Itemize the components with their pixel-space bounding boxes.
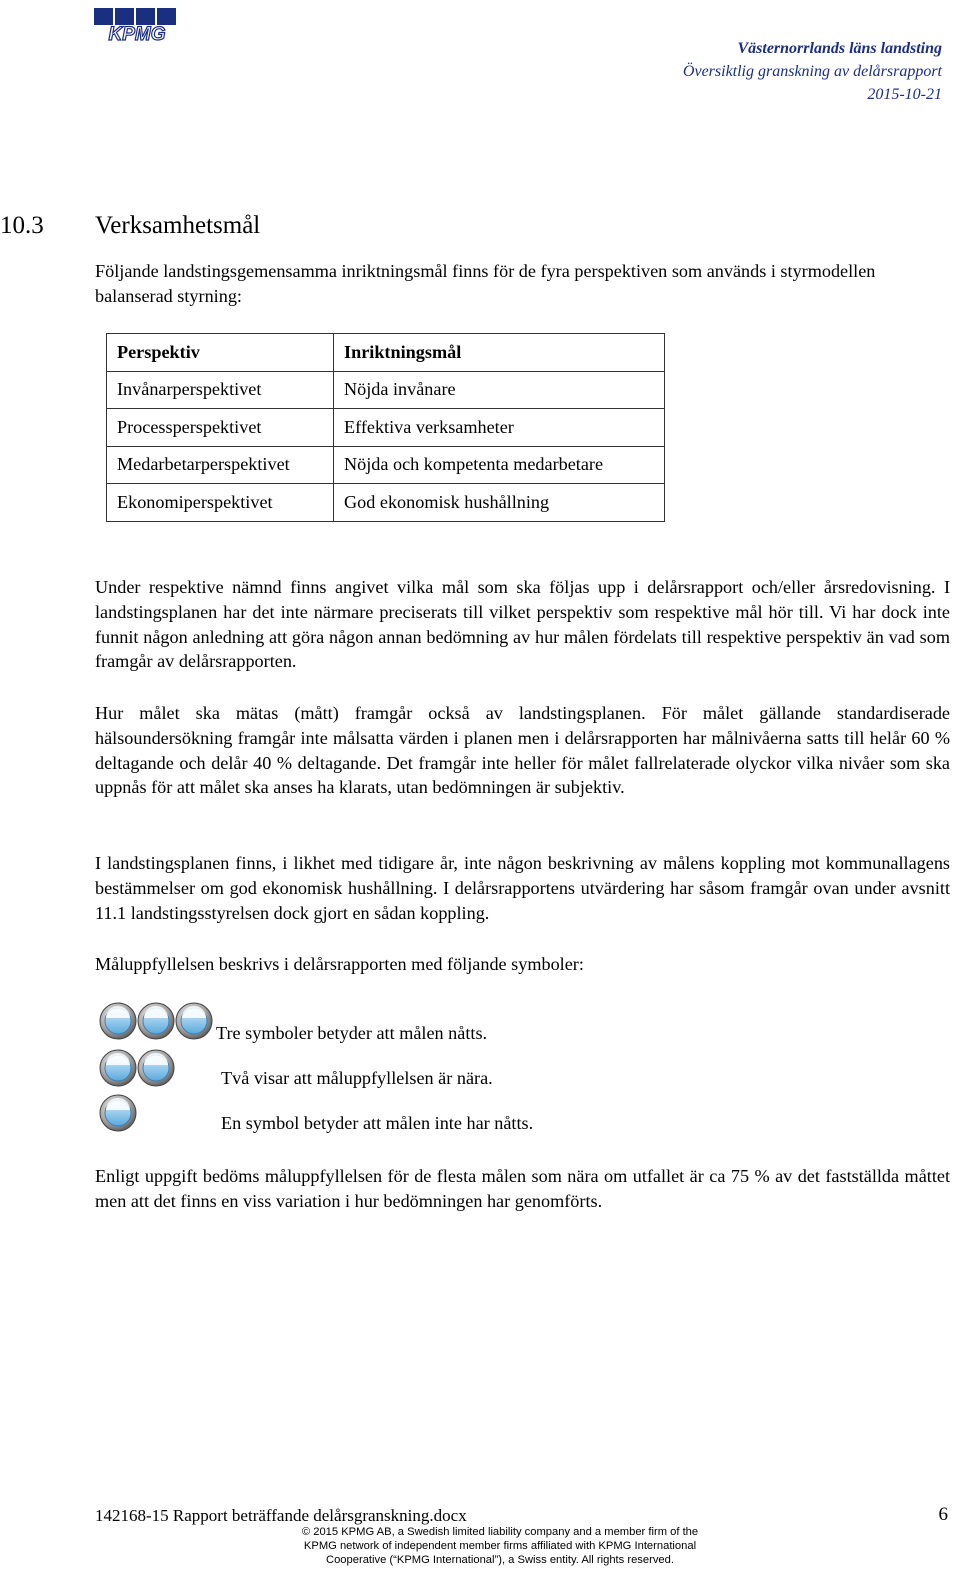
- intro-paragraph: Följande landstingsgemensamma inriktningsmål finns för de fyra perspektiven som används i styrmodellen balanserad styrning:: [95, 261, 876, 306]
- table-header-cell: Perspektiv: [107, 334, 334, 372]
- header-report: Översiktlig granskning av delårsrapport: [682, 63, 942, 80]
- goal-not-met-icon: [99, 1094, 139, 1132]
- symbol-row-one: [99, 1094, 139, 1137]
- table-row: [107, 446, 665, 484]
- table-header-row: [107, 334, 665, 372]
- copyright-line: © 2015 KPMG AB, a Swedish limited liability company and a member firm of the: [301, 1526, 699, 1538]
- table-cell: God ekonomisk hushållning: [334, 484, 665, 522]
- table-cell: Nöjda invånare: [334, 371, 665, 409]
- table-cell: Processperspektivet: [107, 409, 334, 447]
- goals-table: [106, 333, 665, 522]
- kpmg-logo: [92, 6, 182, 42]
- table-row: [107, 484, 665, 522]
- paragraph-3: I landstingsplanen finns, i likhet med tidigare år, inte någon beskrivning av målens koppling mot kommunallagens bestämmelser om god ekonomisk hushållning. I delårsrapportens utvärdering har såsom framgår ovan under avsnitt 11.1 landstingsstyrelsen dock gjort en sådan koppling.: [95, 853, 950, 923]
- symbol-label-three: Tre symboler betyder att målen nåtts.: [216, 1023, 488, 1043]
- header-date: 2015-10-21: [867, 86, 942, 103]
- paragraph-4: Måluppfyllelsen beskrivs i delårsrapporten med följande symboler:: [95, 954, 584, 974]
- table-header-cell: Inriktningsmål: [334, 334, 665, 372]
- copyright-line: Cooperative (“KPMG International”), a Swiss entity. All rights reserved.: [326, 1554, 674, 1566]
- goal-near-icon: [99, 1049, 177, 1087]
- goal-met-icon: [99, 1002, 213, 1040]
- table-row: [107, 371, 665, 409]
- section-title: Verksamhetsmål: [95, 212, 261, 239]
- kpmg-logo-text: KPMG: [108, 24, 166, 42]
- paragraph-2: Hur målet ska mätas (mått) framgår också av landstingsplanen. För målet gällande standardiserade hälsoundersökning framgår inte målsatta värden i planen men i delårsrapporten har målnivåerna satts till helår 60 % deltagande och delår 40 % deltagande. Det framgår inte heller för målet fallrelaterade olyckor vilka nivåer som ska uppnås för att målet ska anses ha klarats, utan bedömningen är subjektiv.: [95, 703, 950, 798]
- symbol-row-three: [99, 1002, 213, 1045]
- page-number: 6: [938, 1504, 948, 1525]
- table-cell: Nöjda och kompetenta medarbetare: [334, 446, 665, 484]
- header-org: Västernorrlands läns landsting: [737, 40, 942, 57]
- symbol-label-two: Två visar att måluppfyllelsen är nära.: [221, 1068, 493, 1088]
- paragraph-1: Under respektive nämnd finns angivet vilka mål som ska följas upp i delårsrapport och/eller årsredovisning. I landstingsplanen har det inte närmare preciserats till vilket perspektiv som respektive mål hör till. Vi har dock inte funnit någon anledning att göra någon annan bedömning av hur målen fördelats till respektive perspektiv än vad som framgår av delårsrapporten.: [95, 577, 950, 672]
- closing-paragraph: Enligt uppgift bedöms måluppfyllelsen för de flesta målen som nära om utfallet är ca 75 % av det fastställda måttet men att det finns en viss variation i hur bedömningen har genomförts.: [95, 1166, 950, 1211]
- table-cell: Effektiva verksamheter: [334, 409, 665, 447]
- table-cell: Medarbetarperspektivet: [107, 446, 334, 484]
- table-cell: Invånarperspektivet: [107, 371, 334, 409]
- table-row: [107, 409, 665, 447]
- symbol-label-one: En symbol betyder att målen inte har nåtts.: [221, 1113, 534, 1133]
- table-cell: Ekonomiperspektivet: [107, 484, 334, 522]
- copyright-line: KPMG network of independent member firms affiliated with KPMG International: [303, 1540, 697, 1552]
- footer-copyright: [200, 1525, 800, 1567]
- symbol-row-two: [99, 1049, 177, 1092]
- section-number: 10.3: [0, 212, 44, 239]
- footer-document-name: 142168-15 Rapport beträffande delårsgranskning.docx: [95, 1506, 467, 1525]
